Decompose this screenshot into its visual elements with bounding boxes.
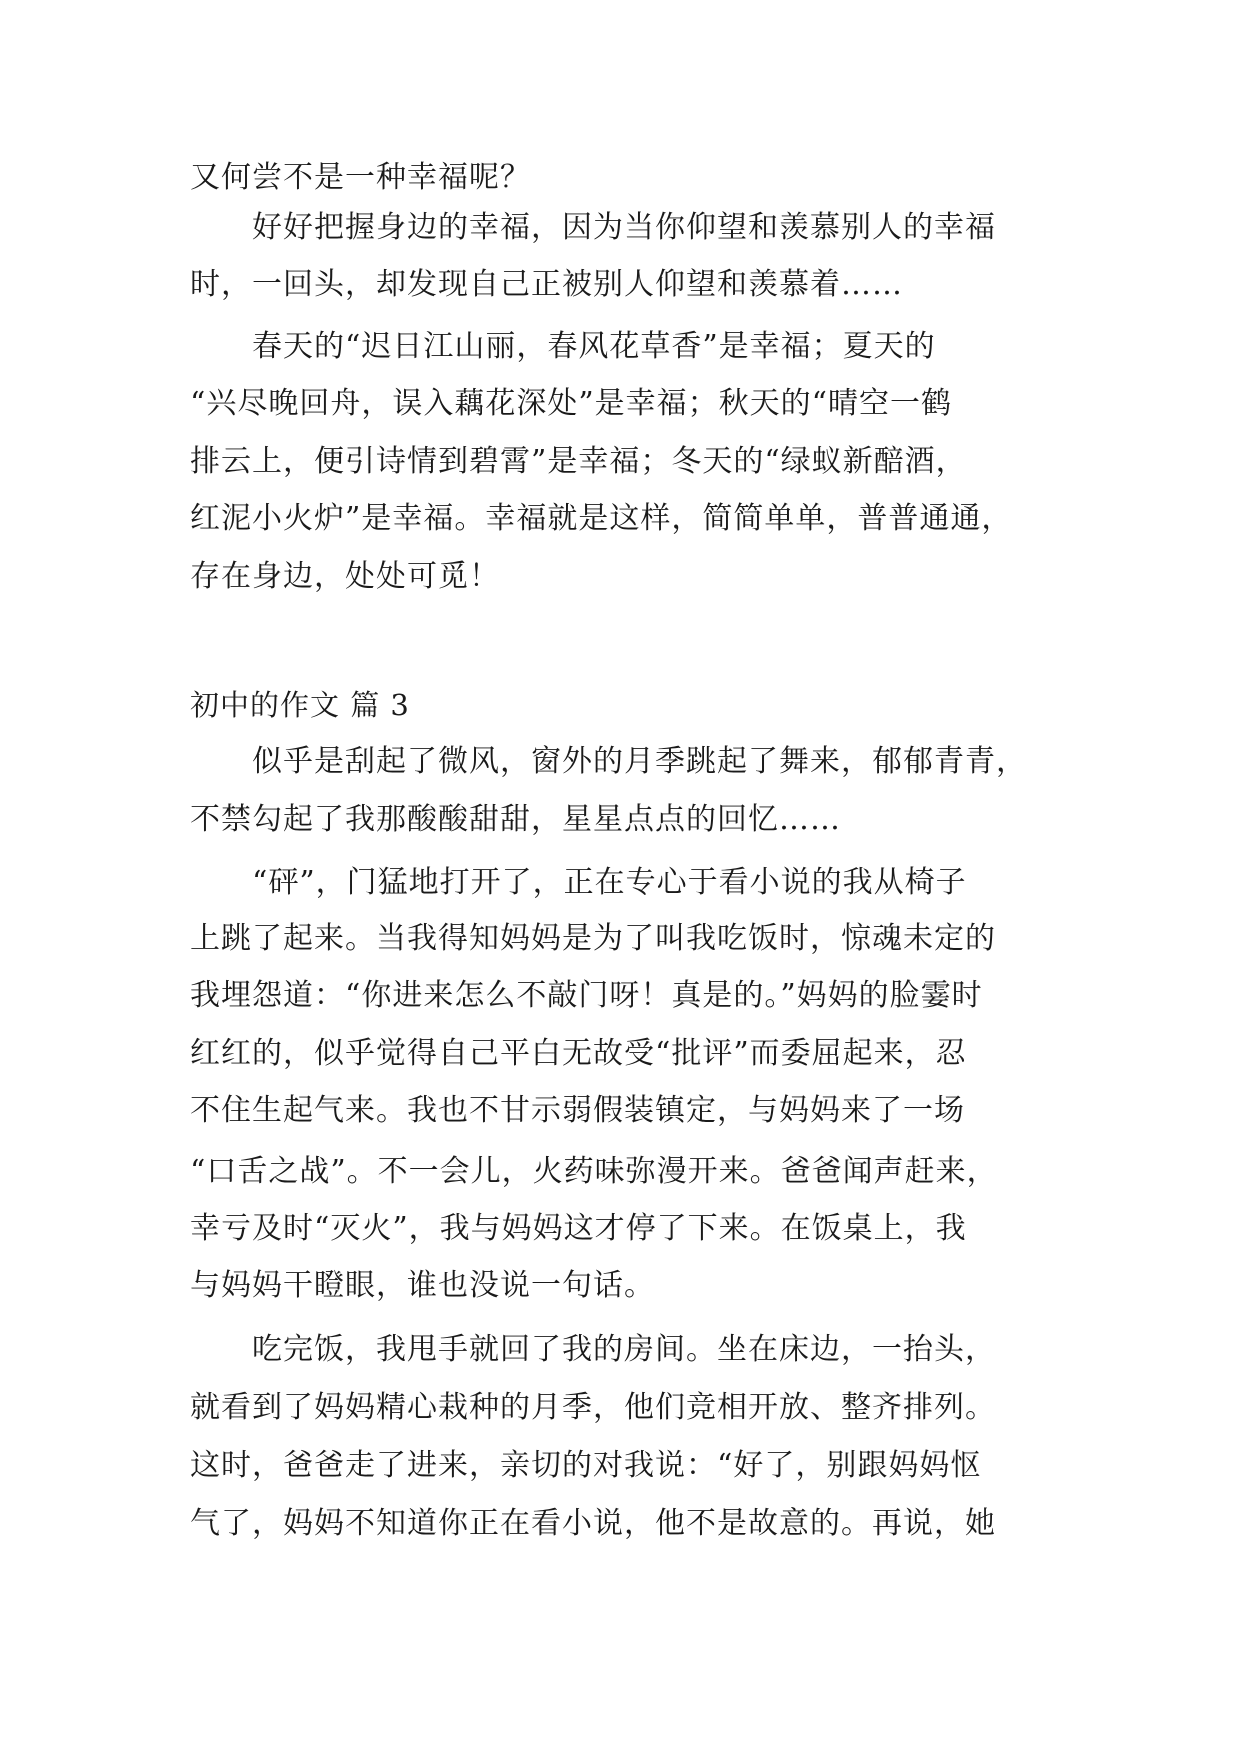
text-line: 幸亏及时“灭火”，我与妈妈这才停了下来。在饭桌上，我 <box>190 1211 967 1246</box>
text-line: 存在身边，处处可觅！ <box>190 559 500 594</box>
text-line: 春天的“迟日江山丽，春风花草香”是幸福；夏天的 <box>252 329 936 364</box>
text-line: “兴尽晚回舟，误入藕花深处”是幸福；秋天的“晴空一鹤 <box>190 386 953 421</box>
text-line: 我埋怨道：“你进来怎么不敲门呀！真是的。”妈妈的脸霎时 <box>190 978 983 1013</box>
text-line: 红泥小火炉”是幸福。幸福就是这样，简简单单，普普通通， <box>190 501 1013 536</box>
text-line: “口舌之战”。不一会儿，火药味弥漫开来。爸爸闻声赶来， <box>190 1154 998 1189</box>
text-line: 又何尝不是一种幸福呢？ <box>190 160 531 195</box>
text-line: 吃完饭，我甩手就回了我的房间。坐在床边，一抬头， <box>252 1332 996 1367</box>
text-line: 不禁勾起了我那酸酸甜甜，星星点点的回忆…… <box>190 802 841 837</box>
text-line: 红红的，似乎觉得自己平白无故受“批评”而委屈起来，忍 <box>190 1036 967 1071</box>
text-line: 上跳了起来。当我得知妈妈是为了叫我吃饭时，惊魂未定的 <box>190 921 996 956</box>
text-line: 似乎是刮起了微风，窗外的月季跳起了舞来，郁郁青青， <box>252 744 1027 779</box>
text-line: 不住生起气来。我也不甘示弱假装镇定，与妈妈来了一场 <box>190 1093 965 1128</box>
text-line: 气了，妈妈不知道你正在看小说，他不是故意的。再说，她 <box>190 1506 996 1541</box>
text-line: 排云上，便引诗情到碧霄”是幸福；冬天的“绿蚁新醅酒， <box>190 444 967 479</box>
text-line: “砰”，门猛地打开了，正在专心于看小说的我从椅子 <box>252 865 967 900</box>
text-line: 与妈妈干瞪眼，谁也没说一句话。 <box>190 1268 655 1303</box>
text-line: 这时，爸爸走了进来，亲切的对我说：“好了，别跟妈妈怄 <box>190 1448 982 1483</box>
section-heading: 初中的作文 篇 3 <box>190 688 410 722</box>
text-line: 时，一回头，却发现自己正被别人仰望和羡慕着…… <box>190 267 903 302</box>
text-line: 就看到了妈妈精心栽种的月季，他们竞相开放、整齐排列。 <box>190 1390 996 1425</box>
text-line: 好好把握身边的幸福，因为当你仰望和羡慕别人的幸福 <box>252 210 996 245</box>
